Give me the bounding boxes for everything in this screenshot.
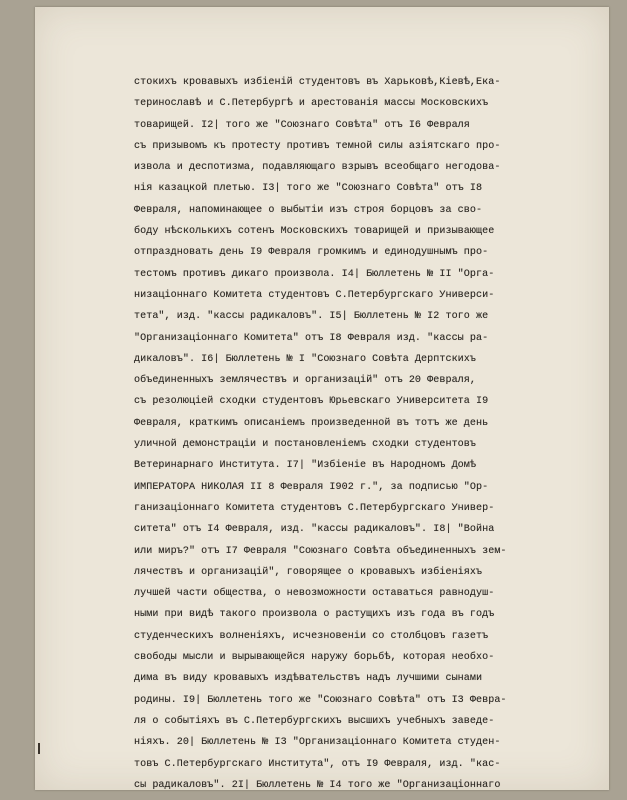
text-line: свободы мысли и вырывающейся наружу борьбѣ, которая необхо- bbox=[134, 652, 495, 664]
text-line: ніяхъ. 20| Бюллетень № I3 "Организаціоннаго Комитета студен- bbox=[134, 737, 501, 749]
text-line: лячествъ и организацій", говорящее о кровавыхъ избіеніяхъ bbox=[134, 566, 483, 578]
text-line: теринославѣ и С.Петербургѣ и арестованія массы Московскихъ bbox=[134, 98, 489, 110]
text-line: ля о событіяхъ въ С.Петербургскихъ высшихъ учебныхъ заведе- bbox=[134, 715, 495, 727]
text-line: низаціоннаго Комитета студентовъ С.Петербургскаго Универси- bbox=[134, 289, 495, 301]
text-line: Февраля, краткимъ описаніемъ произведенной въ тотъ же день bbox=[134, 417, 489, 429]
text-line: извола и деспотизма, подавляющаго взрывъ всеобщаго негодова- bbox=[134, 162, 501, 174]
text-line: отпраздновать день I9 Февраля громкимъ и единодушнымъ про- bbox=[134, 247, 489, 259]
text-line: дима въ виду кровавыхъ издѣвательствъ надъ лучшими сынами bbox=[134, 673, 483, 685]
text-line: Ветеринарнаго Института. I7| "Избіеніе въ Народномъ Домѣ bbox=[134, 460, 477, 472]
text-line: Февраля, напоминающее о выбытіи изъ строя борцовъ за сво- bbox=[134, 204, 483, 216]
margin-mark bbox=[38, 743, 40, 754]
text-line: объединенныхъ землячествъ и организацій" отъ 20 Февраля, bbox=[134, 375, 477, 387]
text-line: боду нѣсколькихъ сотенъ Московскихъ товарищей и призывающее bbox=[134, 226, 495, 238]
text-line: или миръ?" отъ I7 Февраля "Союзнаго Совѣта объединенныхъ зем- bbox=[134, 545, 507, 557]
text-line: уличной демонстраціи и постановленіемъ сходки студентовъ bbox=[134, 439, 477, 451]
text-line: ИМПЕРАТОРА НИКОЛАЯ II 8 Февраля I902 г.", за подписью "Ор- bbox=[134, 481, 489, 493]
text-line: стокихъ кровавыхъ избіеній студентовъ въ Харьковѣ,Кіевѣ,Ека- bbox=[134, 77, 501, 88]
document-page bbox=[35, 7, 609, 790]
text-line: товъ С.Петербургскаго Института", отъ I9 Февраля, изд. "кас- bbox=[134, 758, 501, 770]
text-line: тестомъ противъ дикаго произвола. I4| Бюллетень № II "Орга- bbox=[134, 268, 495, 280]
text-line: дикаловъ". I6| Бюллетень № I "Союзнаго Совѣта Дерптскихъ bbox=[134, 353, 477, 365]
text-line: тета", изд. "кассы радикаловъ". I5| Бюллетень № I2 того же bbox=[134, 311, 489, 323]
text-line: лучшей части общества, о невозможности оставаться равнодуш- bbox=[134, 588, 495, 600]
text-line: съ резолюціей сходки студентовъ Юрьевскаго Университета I9 bbox=[134, 396, 489, 408]
text-line: товарищей. I2| того же "Союзнаго Совѣта" отъ I6 Февраля bbox=[134, 119, 470, 131]
text-line: сы радикаловъ". 2I| Бюллетень № I4 того же "Организаціоннаго bbox=[134, 779, 501, 791]
text-line: ситета" отъ I4 Февраля, изд. "кассы радикаловъ". I8| "Война bbox=[134, 524, 495, 536]
text-line: студенческихъ волненіяхъ, исчезновеніи со столбцовъ газетъ bbox=[134, 630, 489, 642]
text-line: ганизаціоннаго Комитета студентовъ С.Петербургскаго Универ- bbox=[134, 502, 495, 514]
text-line: "Организаціоннаго Комитета" отъ I8 Февраля изд. "кассы ра- bbox=[134, 332, 489, 344]
text-line: родины. I9| Бюллетень того же "Союзнаго Совѣта" отъ I3 Февра- bbox=[134, 694, 507, 706]
text-line: нія казацкой плетью. I3| того же "Союзнаго Совѣта" отъ I8 bbox=[134, 183, 483, 195]
typewritten-text-block bbox=[134, 72, 559, 796]
text-line: ными при видѣ такого произвола о растущихъ изъ года въ годъ bbox=[134, 609, 495, 621]
text-line: съ призывомъ къ протесту противъ темной силы азіятскаго про- bbox=[134, 140, 501, 152]
